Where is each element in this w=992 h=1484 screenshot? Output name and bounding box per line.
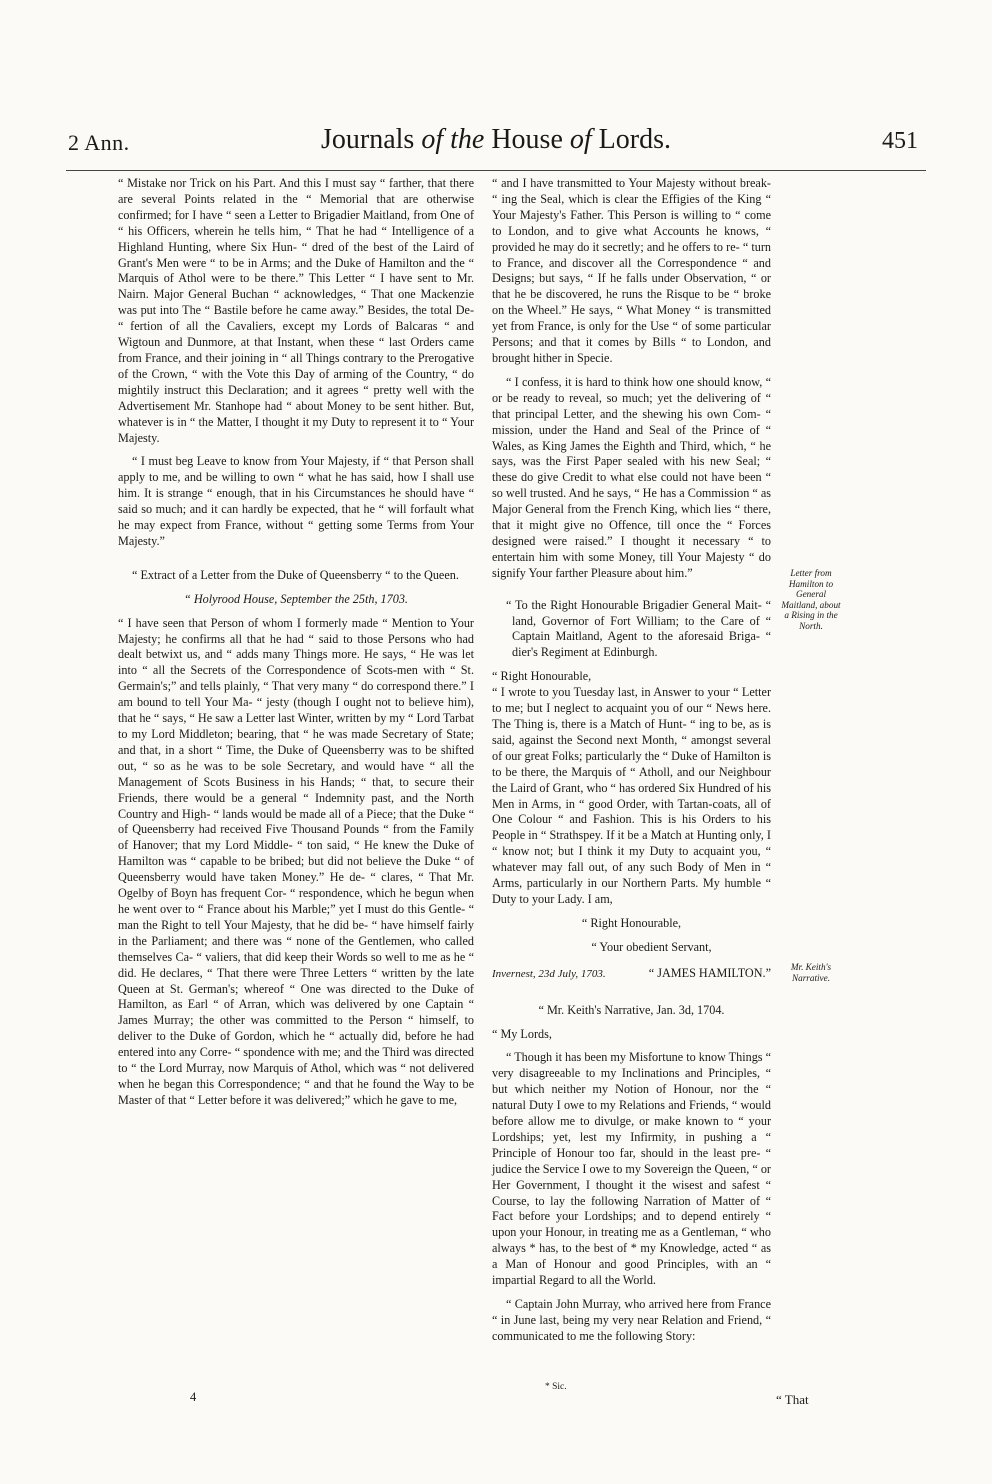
margin-note-letter: Letter from Hamilton to General Maitland, about a Rising in the North.: [781, 568, 841, 631]
paragraph: “ Mistake nor Trick on his Part. And this I must say “ farther, that there are several Points related in the “ Memorial that are otherwise confirmed; for I have “ seen a Letter to Brigadier Maitland, from One of “ his Officers, wherein he tells him, “ That he had “ Intelligence of a Highland Hunting, where Six Hun- “ dred of the best of the Laird of Grant's Men were “ to be in Arms; and the Duke of Hamilton and the “ Marquis of Athol were to be there.” This Letter “ I have sent to Mr. Nairn. Major General Buchan “ acknowledges, “ That one Mackenzie was put into The “ Bastile before he came away.” Besides, the total De- “ fertion of all the Cavaliers, except my Lords of Balcaras “ and Wigtoun and Dunmore, at that Instant, when these “ last Orders came from France, and their joining in “ all Things contrary to the Prerogative of the Crown, “ with the Vote this Day of arming of the Country, “ do mightily instruct this Declaration; and it agrees “ pretty well with the Advertisement Mr. Stanhope had “ about Money to be sent hither. But, whatever is in “ the Matter, I thought it my Duty to represent it to “ Your Majesty.: [118, 176, 474, 445]
paragraph: “ Captain John Murray, who arrived here from France “ in June last, being my very near Relation and Friend, “ communicated to me the following Story:: [492, 1297, 771, 1343]
paragraph: “ Though it has been my Misfortune to know Things “ very disagreeable to my Inclinations and Principles, “ but which neither my Notion of Honour, nor the “ natural Duty I owe to my Relations and Friends, “ would before allow me to divulge, or make known to “ your Lordships; yet, lest my Infirmity, in pushing a “ Principle of Honour too far, should in the least pre- “ judice the Service I owe to my Sovereign the Queen, “ or Her Government, I thought it the wisest and safest “ Course, to lay the following Narration of Matter of “ Fact before your Lordships; and to depend entirely “ upon your Honour, in treating me as a Gentleman, “ who always * has, to the best of * my Knowledge, acted “ as a Man of Honour and good Principles, with an “ impartial Regard to all the World.: [492, 1050, 771, 1288]
page-header: [60, 122, 932, 166]
page-number: 451: [882, 128, 918, 154]
regnal-year: 2 Ann.: [68, 130, 130, 155]
signature-row: [492, 966, 771, 983]
dateline: “ Holyrood House, September the 25th, 1703.: [184, 591, 408, 606]
paragraph: “ and I have transmitted to Your Majesty without break- “ ing the Seal, which is clear the Effigies of the King “ Your Majesty's Father. This Person is willing to “ come to London, and to give what Accounts he knows, “ provided he may do it secretly; and he offers to re- “ turn to France, and discover all the Correspondence “ and Designs; but says, “ If he falls under Observation, “ or that he be discovered, he runs the Risque to be “ broke on the Wheel.” He says, “ What Money “ is transmitted yet from France, is only for the Use “ of some particular Persons; and that it comes by Bills “ to London, and brought hither in Specie.: [492, 176, 771, 365]
header-rule: [66, 170, 926, 171]
right-column: [492, 176, 771, 1345]
signature-mark: 4: [190, 1390, 197, 1404]
salutation: “ My Lords,: [492, 1026, 552, 1041]
paragraph: “ I confess, it is hard to think how one should know, “ or be ready to reveal, so much; yet the delivering of “ that principal Letter, and the shewing his own Com- “ mission, under the Hand and Seal of the Prince of “ Wales, as King James the Eighth and Third, which, “ he says, was the First Paper sealed with his new Seal; “ these do give Credit to what else could not have been “ so well trusted. And he says, “ He has a Commission “ as Major General from the French King, which lies “ there, that it might give no Offence, till once the “ Forces designed were raised.” I thought it necessary “ to entertain him with some Money, till Your Majesty “ do signify Your farther Pleasure about him.”: [492, 374, 771, 580]
footnote: * Sic.: [545, 1382, 567, 1392]
salutation: “ Right Honourable,: [492, 669, 592, 684]
letter-heading: “ To the Right Honourable Brigadier General Mait- “ land, Governor of Fort William; to the Care of “ Captain Maitland, Agent to the aforesaid Briga- “ dier's Regiment at Edinburgh.: [506, 597, 771, 660]
narrative-heading: “ Mr. Keith's Narrative, Jan. 3d, 1704.: [538, 1002, 725, 1017]
running-title: Journals of the House of Lords.: [321, 124, 671, 155]
paragraph: “ I must beg Leave to know from Your Majesty, if “ that Person shall apply to me, and be willing to own “ what he has said, how I shall use him. It is strange “ enough, that in his Circumstances he should have “ said so much; and it can hardly be expected, that he “ will forfault what he may expect from France, without “ getting some Terms from Your Majesty.”: [118, 454, 474, 548]
closing: “ Right Honourable,: [581, 915, 682, 930]
catchword: “ That: [776, 1392, 809, 1407]
left-column: [118, 176, 474, 1109]
letter-heading: “ Extract of a Letter from the Duke of Queensberry “ to the Queen.: [132, 567, 459, 582]
paragraph: “ I wrote to you Tuesday last, in Answer to your “ Letter to me; but I neglect to acquaint you of our “ News here. The Thing is, there is a Match of Hunt- “ ing to be, as is said, against the Second next Month, “ amongst several of our great Folks; particularly the “ Duke of Hamilton is to be there, the Marquis of “ Atholl, and our Neighbour the Laird of Grant, who “ has ordered Six Hundred of his Men in Arms, in “ good Order, with Tartan-coats, all of One Colour “ and Fashion. This is his Orders to his People in “ Strathspey. If it be a Match at Hunting only, I “ know not; but I think it my Duty to acquaint you, “ whatever may fall out, of any such Body of Men in “ Arms, particularly in our Northern Parts. My humble “ Duty to your Lady. I am,: [492, 685, 771, 906]
signature: “ JAMES HAMILTON.”: [648, 965, 771, 980]
paragraph: “ I have seen that Person of whom I formerly made “ Mention to Your Majesty; he confirms all that he had “ said to those Persons who had dealt betwixt us, and “ adds many Things more. He says, “ He was let into “ all the Secrets of the Correspondence of Scots-men with “ St. Germain's;” and tells plainly, “ That very many “ do correspond there.” I am bound to tell Your Ma- “ jesty (though I ought not to believe him), that he “ says, “ He saw a Letter last Winter, written by my “ Lord Tarbat to my Lord Middleton; bearing, that “ he was made Secretary of State; and that, in a short “ Time, the Duke of Queensberry was to be shifted out, “ so as he was to be sole Secretary, and would have “ all the Management of Scots Business in his Hands; “ that, to secure their Friends, there would be a general “ Indemnity past, and the North Country and High- “ lands would be made all of a Piece; that the Duke “ of Queensberry had received Five Thousand Pounds “ from the Family of Hanover; that my Lord Middle- “ ton said, “ He knew the Duke of Hamilton was “ capable to be bribed; but did not believe the Duke “ of Queensberry would have taken Money.” He de- “ clares, “ That Mr. Ogelby of Boyn has frequent Cor- “ respondence, which he begun when he went over to “ France about his Marble;” yet I must do this Gentle- “ man the Right to tell Your Majesty, that he did be- “ have himself fairly in the Parliament; and there was “ none of the Gentlemen, who called themselves Ca- “ valiers, that did keep their Words so well to me as he “ did. He declares, “ That there were Three Letters “ written by the late Queen at St. German's; whereof “ One was directed to the Duke of Hamilton, as Earl “ of Arran, which was delivered by one Captain “ James Murray; the other was committed to the Person “ himself, to deliver to the Duke of Gordon, which he “ actually did, before he had entered into any Corre- “ spondence with me; and the Third was directed to “ the Lord Murray, now Marquis of Athol, which was “ not delivered when he began this Correspondence; “ and that he found the Way to be Master of that “ Letter before it was delivered;” which he gave to me,: [118, 615, 474, 1107]
place-date: Invernest, 23d July, 1703.: [492, 967, 606, 980]
closing: “ Your obedient Servant,: [591, 939, 712, 954]
margin-note-keith: Mr. Keith's Narrative.: [790, 962, 832, 983]
